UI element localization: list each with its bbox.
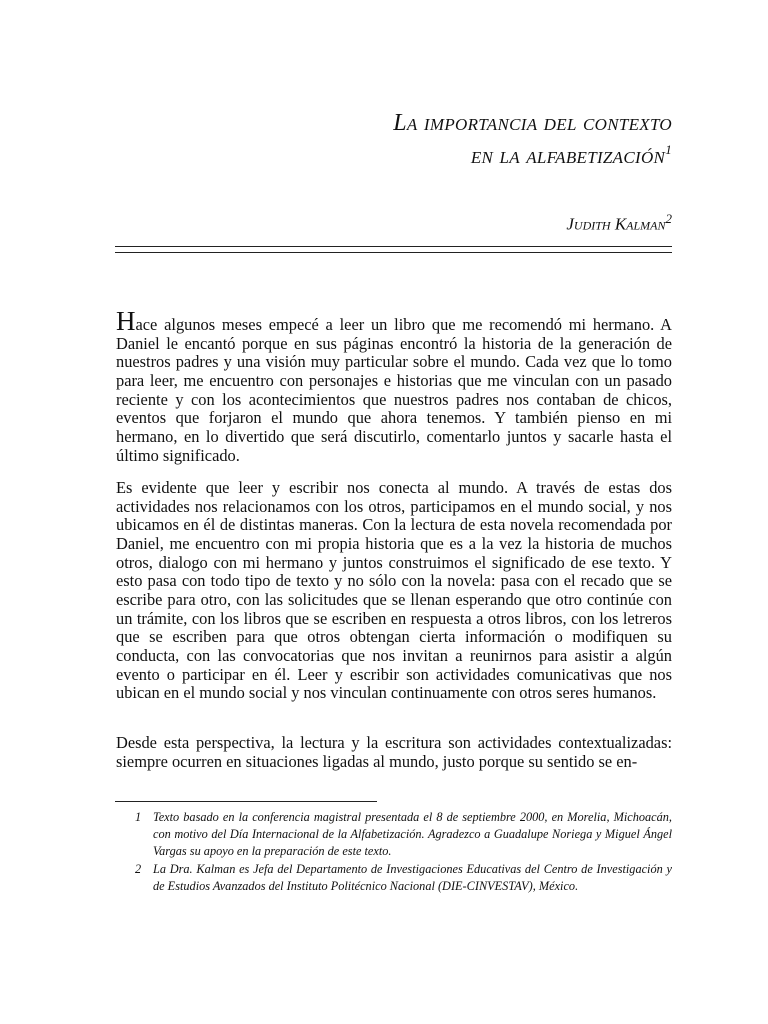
footnote-text: Texto basado en la conferencia magistral presentada el 8 de septiembre 2000, en Morelia, Michoacán, con motivo del Día Internacional de la Alfabetización. Agradezco a Guadalupe Noriega y Miguel Ángel Vargas su apoyo en la preparación de este texto. (153, 810, 672, 858)
footnote-number: 2 (135, 862, 142, 876)
title-footnote-ref[interactable]: 1 (665, 142, 672, 157)
paragraph-1 (116, 306, 672, 465)
footnote-number: 1 (135, 810, 142, 824)
paragraph-2: Es evidente que leer y escribir nos conecta al mundo. A través de estas dos actividades nos relacionamos con los otros, participamos en el mundo social, y nos ubicamos en él de distintas maneras. Con la lectura de esta novela recomendada por Daniel, me encuentro con mi propia historia que es a la vez la historia de muchos otros, dialogo con mi hermano y juntos construimos el significado de ese texto. Y esto pasa con todo tipo de texto y no sólo con la novela: pasa con el recado que se escribe para otro, con las solicitudes que se llenan esperando que otro continúe con un trámite, con los libros que se escriben en respuesta a otros libros, con los letreros que se escriben para que otros obtengan cierta información o modifiquen su conducta, con las convocatorias que nos invitan a reunirnos para asistir a algún evento o participar en él. Leer y escribir son actividades comunicativas que nos ubican en el mundo social y nos vinculan continuamente con otros seres humanos. (116, 478, 672, 703)
footnote-separator (115, 801, 377, 802)
title-line-2 (471, 142, 672, 170)
paragraph-3: Desde esta perspectiva, la lectura y la escritura son actividades contextualizadas: siempre ocurren en situaciones ligadas al mundo, justo porque su sentido se en- (116, 733, 672, 771)
author-footnote-ref[interactable]: 2 (665, 211, 672, 226)
footnote-text: La Dra. Kalman es Jefa del Departamento de Investigaciones Educativas del Centro de Investigación y de Estudios Avanzados del Instituto Politécnico Nacional (DIE-CINVESTAV), México. (153, 862, 672, 893)
footnote-1 (135, 809, 672, 860)
title-line-2-text: en la alfabetización (470, 143, 666, 169)
header-rule-bottom (115, 252, 672, 253)
title-line-1 (393, 110, 672, 137)
header-rule-top (115, 246, 672, 247)
title-line-1-text: La importancia del contexto (393, 110, 672, 136)
footnote-2 (135, 861, 672, 895)
paragraph-1-text: ace algunos meses empecé a leer un libro que me recomendó mi hermano. A Daniel le encantó porque en sus páginas encontró la historia de la generación de nuestros padres y una visión muy particular sobre el mundo. Cada vez que lo tomo para leer, me encuentro con personajes e historias que me vinculan con un pasado reciente y con los acontecimientos que nuestros padres nos contaban de chicos, eventos que forjaron el mundo que ahora tenemos. Y también pienso en mi hermano, en lo divertido que será discutirlo, comentarlo juntos y sacarle hasta el último significado. (116, 315, 672, 465)
author (566, 211, 672, 235)
author-name: Judith Kalman (566, 214, 666, 234)
drop-cap: H (116, 306, 136, 336)
